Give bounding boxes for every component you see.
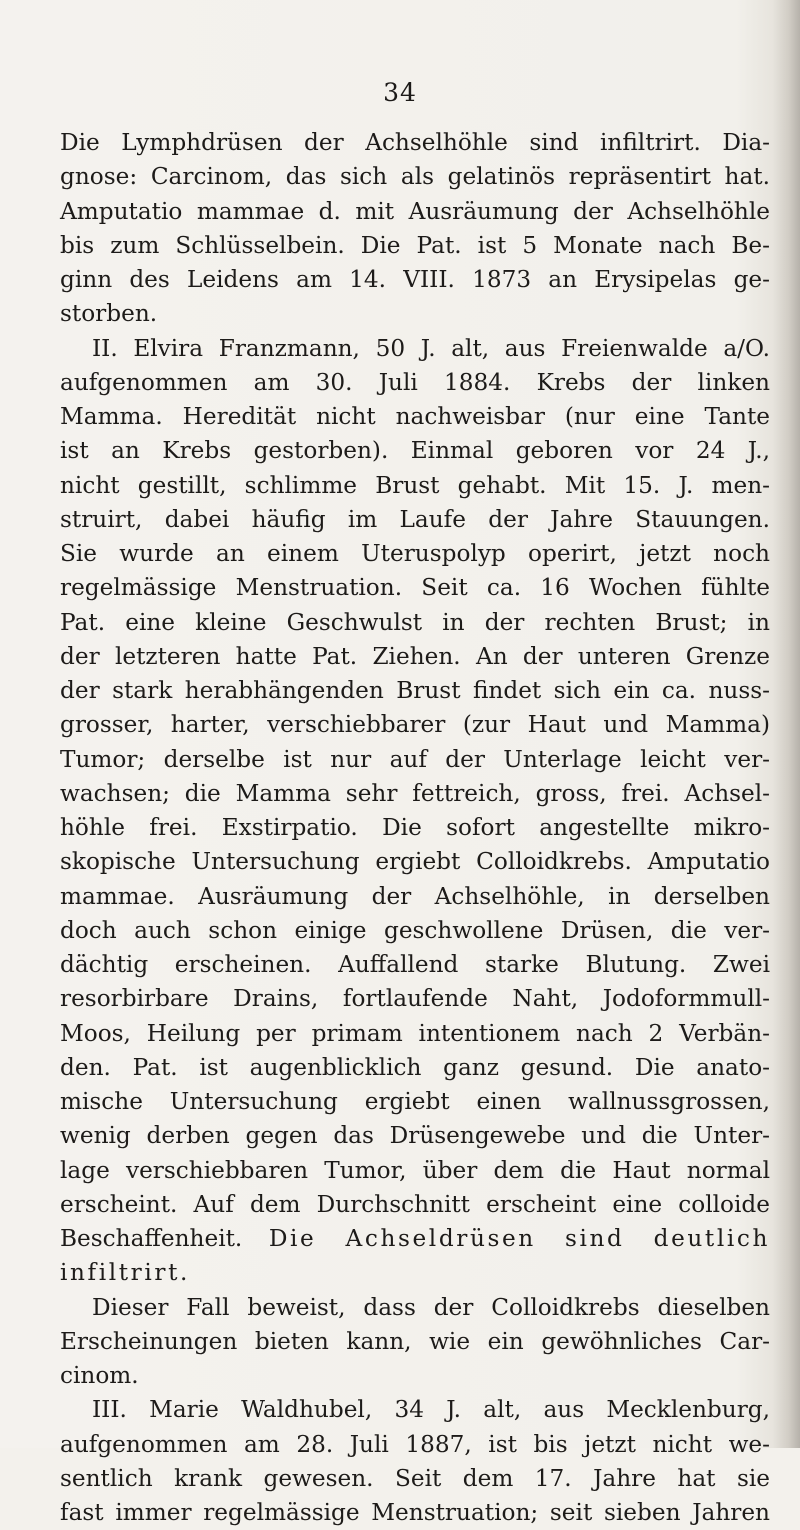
text-line: mische Untersuchung ergiebt einen wallnussgrossen, (60, 1088, 770, 1115)
text-line: ist an Krebs gestorben). Einmal geboren vor 24 J., (60, 437, 770, 465)
text-line: Erscheinungen bieten kann, wie ein gewöhnliches Car- (60, 1327, 770, 1355)
text-line: höhle frei. Exstirpatio. Die sofort angestellte mikro- (60, 814, 770, 841)
page-edge-shadow (772, 0, 800, 1448)
text-line: Moos, Heilung per primam intentionem nach 2 Verbän- (60, 1019, 770, 1047)
text-line: Amputatio mammae d. mit Ausräumung der Achselhöhle (60, 197, 770, 225)
text-line: sentlich krank gewesen. Seit dem 17. Jahre hat sie (60, 1464, 770, 1492)
text-line: der letzteren hatte Pat. Ziehen. An der unteren Grenze (60, 642, 770, 670)
text-line: wachsen; die Mamma sehr fettreich, gross, frei. Achsel- (60, 779, 770, 807)
text-line: Tumor; derselbe ist nur auf der Unterlage leicht ver- (60, 745, 770, 773)
text-line: wenig derben gegen das Drüsengewebe und die Unter- (60, 1122, 770, 1150)
page-number: 34 (383, 78, 417, 107)
text-line: regelmässige Menstruation. Seit ca. 16 Wochen fühlte (60, 574, 770, 602)
text-line: II. Elvira Franzmann, 50 J. alt, aus Freienwalde a/O. (92, 334, 770, 362)
text-line: lage verschiebbaren Tumor, über dem die Haut normal (60, 1156, 770, 1184)
text-line: dächtig erscheinen. Auffallend starke Blutung. Zwei (60, 951, 770, 978)
text-line: Beschaffenheit. Die Achseldrüsen sind deutlich (60, 1225, 770, 1252)
body-text (60, 126, 770, 1530)
text-line: struirt, dabei häufig im Laufe der Jahre Stauungen. (60, 505, 770, 533)
text-line: resorbirbare Drains, fortlaufende Naht, Jodoformmull- (60, 985, 770, 1013)
text-line: nicht gestillt, schlimme Brust gehabt. Mit 15. J. men- (60, 471, 770, 499)
text-line: ginn des Leidens am 14. VIII. 1873 an Erysipelas ge- (60, 266, 770, 293)
text-line: doch auch schon einige geschwollene Drüsen, die ver- (60, 916, 770, 944)
text-line: skopische Untersuchung ergiebt Colloidkrebs. Amputatio (60, 848, 770, 876)
text-line: mammae. Ausräumung der Achselhöhle, in derselben (60, 882, 770, 910)
text-line: III. Marie Waldhubel, 34 J. alt, aus Mecklenburg, (92, 1396, 770, 1424)
text-line: Mamma. Heredität nicht nachweisbar (nur eine Tante (60, 403, 770, 430)
text-line: Die Lymphdrüsen der Achselhöhle sind infiltrirt. Dia- (60, 129, 770, 156)
text-line: storben. (60, 300, 158, 328)
text-line: Sie wurde an einem Uteruspolyp operirt, jetzt noch (60, 540, 770, 567)
text-line: Dieser Fall beweist, dass der Colloidkrebs dieselben (92, 1293, 770, 1321)
text-line: bis zum Schlüsselbein. Die Pat. ist 5 Monate nach Be- (60, 231, 770, 259)
text-line: erscheint. Auf dem Durchschnitt erscheint eine colloide (60, 1190, 770, 1218)
text-line: Pat. eine kleine Geschwulst in der rechten Brust; in (60, 608, 770, 636)
text-line: fast immer regelmässige Menstruation; seit sieben Jahren (60, 1499, 770, 1526)
text-line: grosser, harter, verschiebbarer (zur Haut und Mamma) (60, 711, 770, 739)
text-line: cinom. (60, 1362, 139, 1389)
text-line: aufgenommen am 30. Juli 1884. Krebs der linken (60, 368, 770, 396)
text-line: infiltrirt. (60, 1259, 190, 1287)
text-line: gnose: Carcinom, das sich als gelatinös repräsentirt hat. (60, 163, 770, 191)
text-line: aufgenommen am 28. Juli 1887, ist bis jetzt nicht we- (60, 1430, 770, 1458)
text-line: den. Pat. ist augenblicklich ganz gesund. Die anato- (60, 1053, 770, 1081)
text-line: der stark herabhängenden Brust findet sich ein ca. nuss- (60, 677, 770, 704)
